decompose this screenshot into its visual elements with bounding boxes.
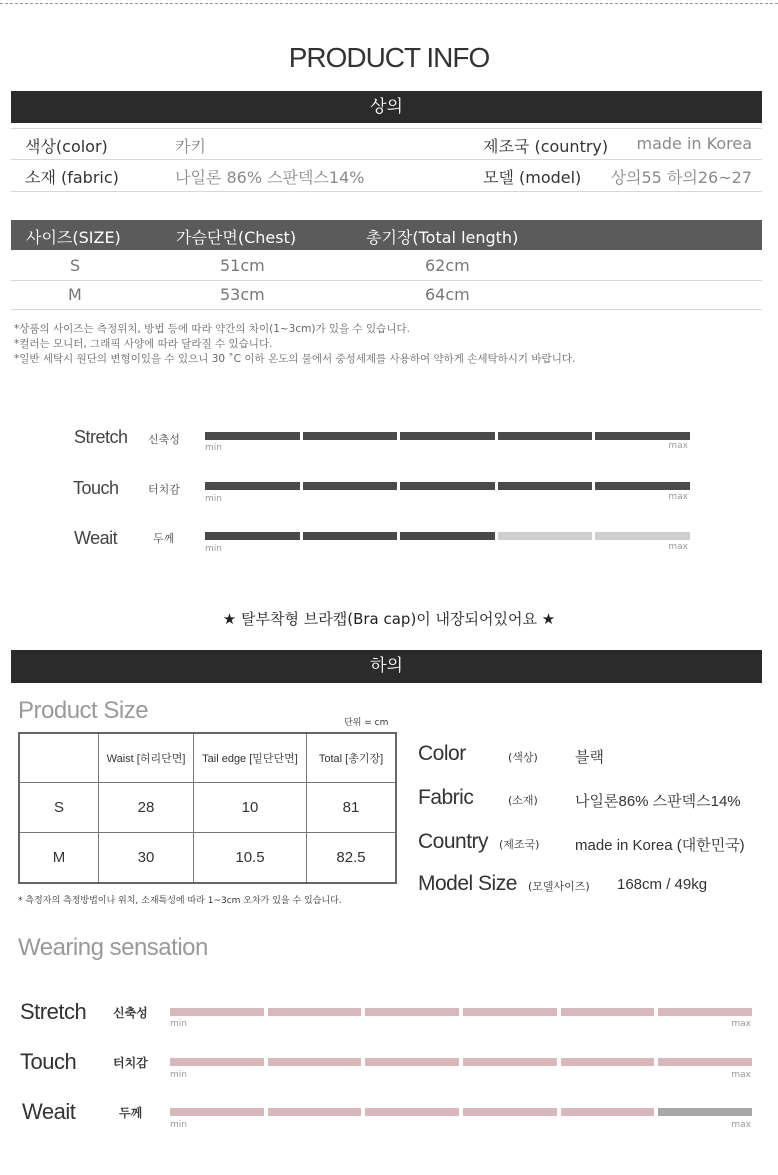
gauge-segment [170,1008,264,1016]
gauge-segment [268,1058,362,1066]
gauge-segment [303,482,398,490]
gauge-segment [303,532,398,540]
size-cell: 64cm [425,285,470,304]
table-header-row [19,733,396,783]
size-table-header [11,220,762,250]
gauge-segment [561,1008,655,1016]
gauge-max: max [731,1120,751,1130]
size-cell: S [70,256,81,275]
gauge-kr-stretch: 신축성 [148,433,180,446]
table-row [19,833,396,884]
spec-value-model-size: 168cm / 49kg [617,876,708,893]
gauge-segment [595,532,690,540]
gauge-segment [365,1008,459,1016]
gauge-segment [463,1008,557,1016]
gauge-max: max [731,1019,751,1029]
gauge-segment [463,1058,557,1066]
table-header-cell: Total [총기장] [307,733,397,783]
gauge-segment [205,532,300,540]
spec-kr-country: (제조국) [499,838,540,851]
spec-label-model-size: Model Size [418,872,517,895]
wearing-sensation-title: Wearing sensation [18,934,208,961]
size-header-length: 총기장(Total length) [366,228,519,247]
size-row-divider [11,280,762,281]
table-cell: 10 [194,783,307,833]
wash-note: *일반 세탁시 원단의 변형이있을 수 있으니 30 ˚C 이하 온도의 물에서 중성세제를 사용하여 약하게 손세탁하시기 바랍니다. [14,353,576,365]
gauge-min: min [205,443,222,453]
gauge-min: min [170,1120,187,1130]
gauge-segment [268,1008,362,1016]
country-value: made in Korea [636,134,752,153]
gauge-segment [498,532,593,540]
gauge-max: max [731,1070,751,1080]
gauge-segment [595,432,690,440]
gauge-kr-touch: 터치감 [148,483,180,496]
gauge-min: min [170,1019,187,1029]
gauge-segment [170,1108,264,1116]
gauge-segment [400,432,495,440]
spec-kr-color: (색상) [508,751,538,764]
spec-label-country: Country [418,830,489,853]
touch-gauge [205,482,690,490]
size-cell: 51cm [220,256,265,275]
table-cell: M [19,833,99,884]
size-note: *상품의 사이즈는 측정위치, 방법 등에 따라 약간의 차이(1~3cm)가 있을 수 있습니다. [14,323,410,335]
model-label: 모델 (model) [483,168,582,187]
table-cell: S [19,783,99,833]
info-row-divider [11,191,762,192]
product-size-table [18,732,397,884]
table-cell: 81 [307,783,397,833]
table-cell: 28 [99,783,194,833]
table-header-cell: Waist [허리단면] [99,733,194,783]
size-header-chest: 가슴단면(Chest) [176,228,297,247]
gauge-segment [400,482,495,490]
gauge-segment [658,1058,752,1066]
gauge-kr-weight: 두께 [153,532,175,545]
gauge-max: max [668,441,688,451]
ws-weight-gauge [170,1108,752,1116]
gauge-segment [561,1108,655,1116]
info-row-divider [11,159,762,160]
gauge-segment [205,482,300,490]
gauge-label-touch: Touch [73,478,119,498]
spec-label-fabric: Fabric [418,786,474,809]
ws-kr-touch: 터치감 [113,1056,148,1070]
ws-touch-gauge [170,1058,752,1066]
table-header-cell: Tail edge [밑단단면] [194,733,307,783]
gauge-min: min [205,544,222,554]
model-value: 상의55 하의26~27 [610,168,752,187]
gauge-segment [365,1058,459,1066]
gauge-segment [498,482,593,490]
color-label: 색상(color) [25,137,108,156]
fabric-label: 소재 (fabric) [25,168,119,187]
gauge-segment [658,1008,752,1016]
ws-stretch-gauge [170,1008,752,1016]
spec-kr-model-size: (모델사이즈) [528,880,590,893]
gauge-min: min [205,494,222,504]
gauge-segment [658,1108,752,1116]
color-note: *컬러는 모니터, 그래픽 사양에 따라 달라질 수 있습니다. [14,338,273,350]
size-header-size: 사이즈(SIZE) [26,228,121,247]
gauge-segment [205,432,300,440]
product-size-title: Product Size [18,697,149,724]
ws-label-touch: Touch [20,1049,77,1074]
gauge-segment [400,532,495,540]
info-row-divider [11,128,762,129]
table-row [19,783,396,833]
page-title: PRODUCT INFO [288,42,490,73]
gauge-max: max [668,492,688,502]
table-cell: 30 [99,833,194,884]
size-row-divider [11,309,762,310]
size-cell: 53cm [220,285,265,304]
table-cell: 82.5 [307,833,397,884]
gauge-segment [268,1108,362,1116]
gauge-min: min [170,1070,187,1080]
stretch-gauge [205,432,690,440]
gauge-segment [498,432,593,440]
fabric-value: 나일론 86% 스판덱스14% [175,168,365,187]
spec-value-country: made in Korea (대한민국) [575,837,745,854]
gauge-segment [365,1108,459,1116]
gauge-label-weight: Weait [74,528,118,548]
table-cell: 10.5 [194,833,307,884]
ws-label-weight: Weait [22,1099,76,1124]
measurement-note: * 측정자의 측정방법이나 위치, 소재특성에 따라 1~3cm 오차가 있을 수 있습니다. [18,896,342,906]
spec-label-color: Color [418,742,466,765]
spec-value-fabric: 나일론86% 스판덱스14% [575,793,741,810]
gauge-segment [595,482,690,490]
gauge-max: max [668,542,688,552]
weight-gauge [205,532,690,540]
ws-kr-stretch: 신축성 [113,1006,148,1020]
gauge-label-stretch: Stretch [74,427,128,447]
gauge-segment [303,432,398,440]
top-section-header: 상의 [11,91,762,123]
color-value: 카키 [175,137,206,156]
spec-kr-fabric: (소재) [508,794,538,807]
bra-cap-note: ★ 탈부착형 브라캡(Bra cap)이 내장되어있어요 ★ [222,610,556,628]
ws-label-stretch: Stretch [20,999,87,1024]
gauge-segment [463,1108,557,1116]
gauge-segment [170,1058,264,1066]
bottom-section-header: 하의 [11,650,762,683]
size-cell: 62cm [425,256,470,275]
ws-kr-weight: 두께 [119,1106,143,1120]
table-header-cell [19,733,99,783]
top-dashed-divider [0,3,778,4]
unit-label: 단위 = cm [344,718,389,728]
gauge-segment [561,1058,655,1066]
country-label: 제조국 (country) [483,137,609,156]
spec-value-color: 블랙 [575,749,604,766]
size-cell: M [68,285,82,304]
